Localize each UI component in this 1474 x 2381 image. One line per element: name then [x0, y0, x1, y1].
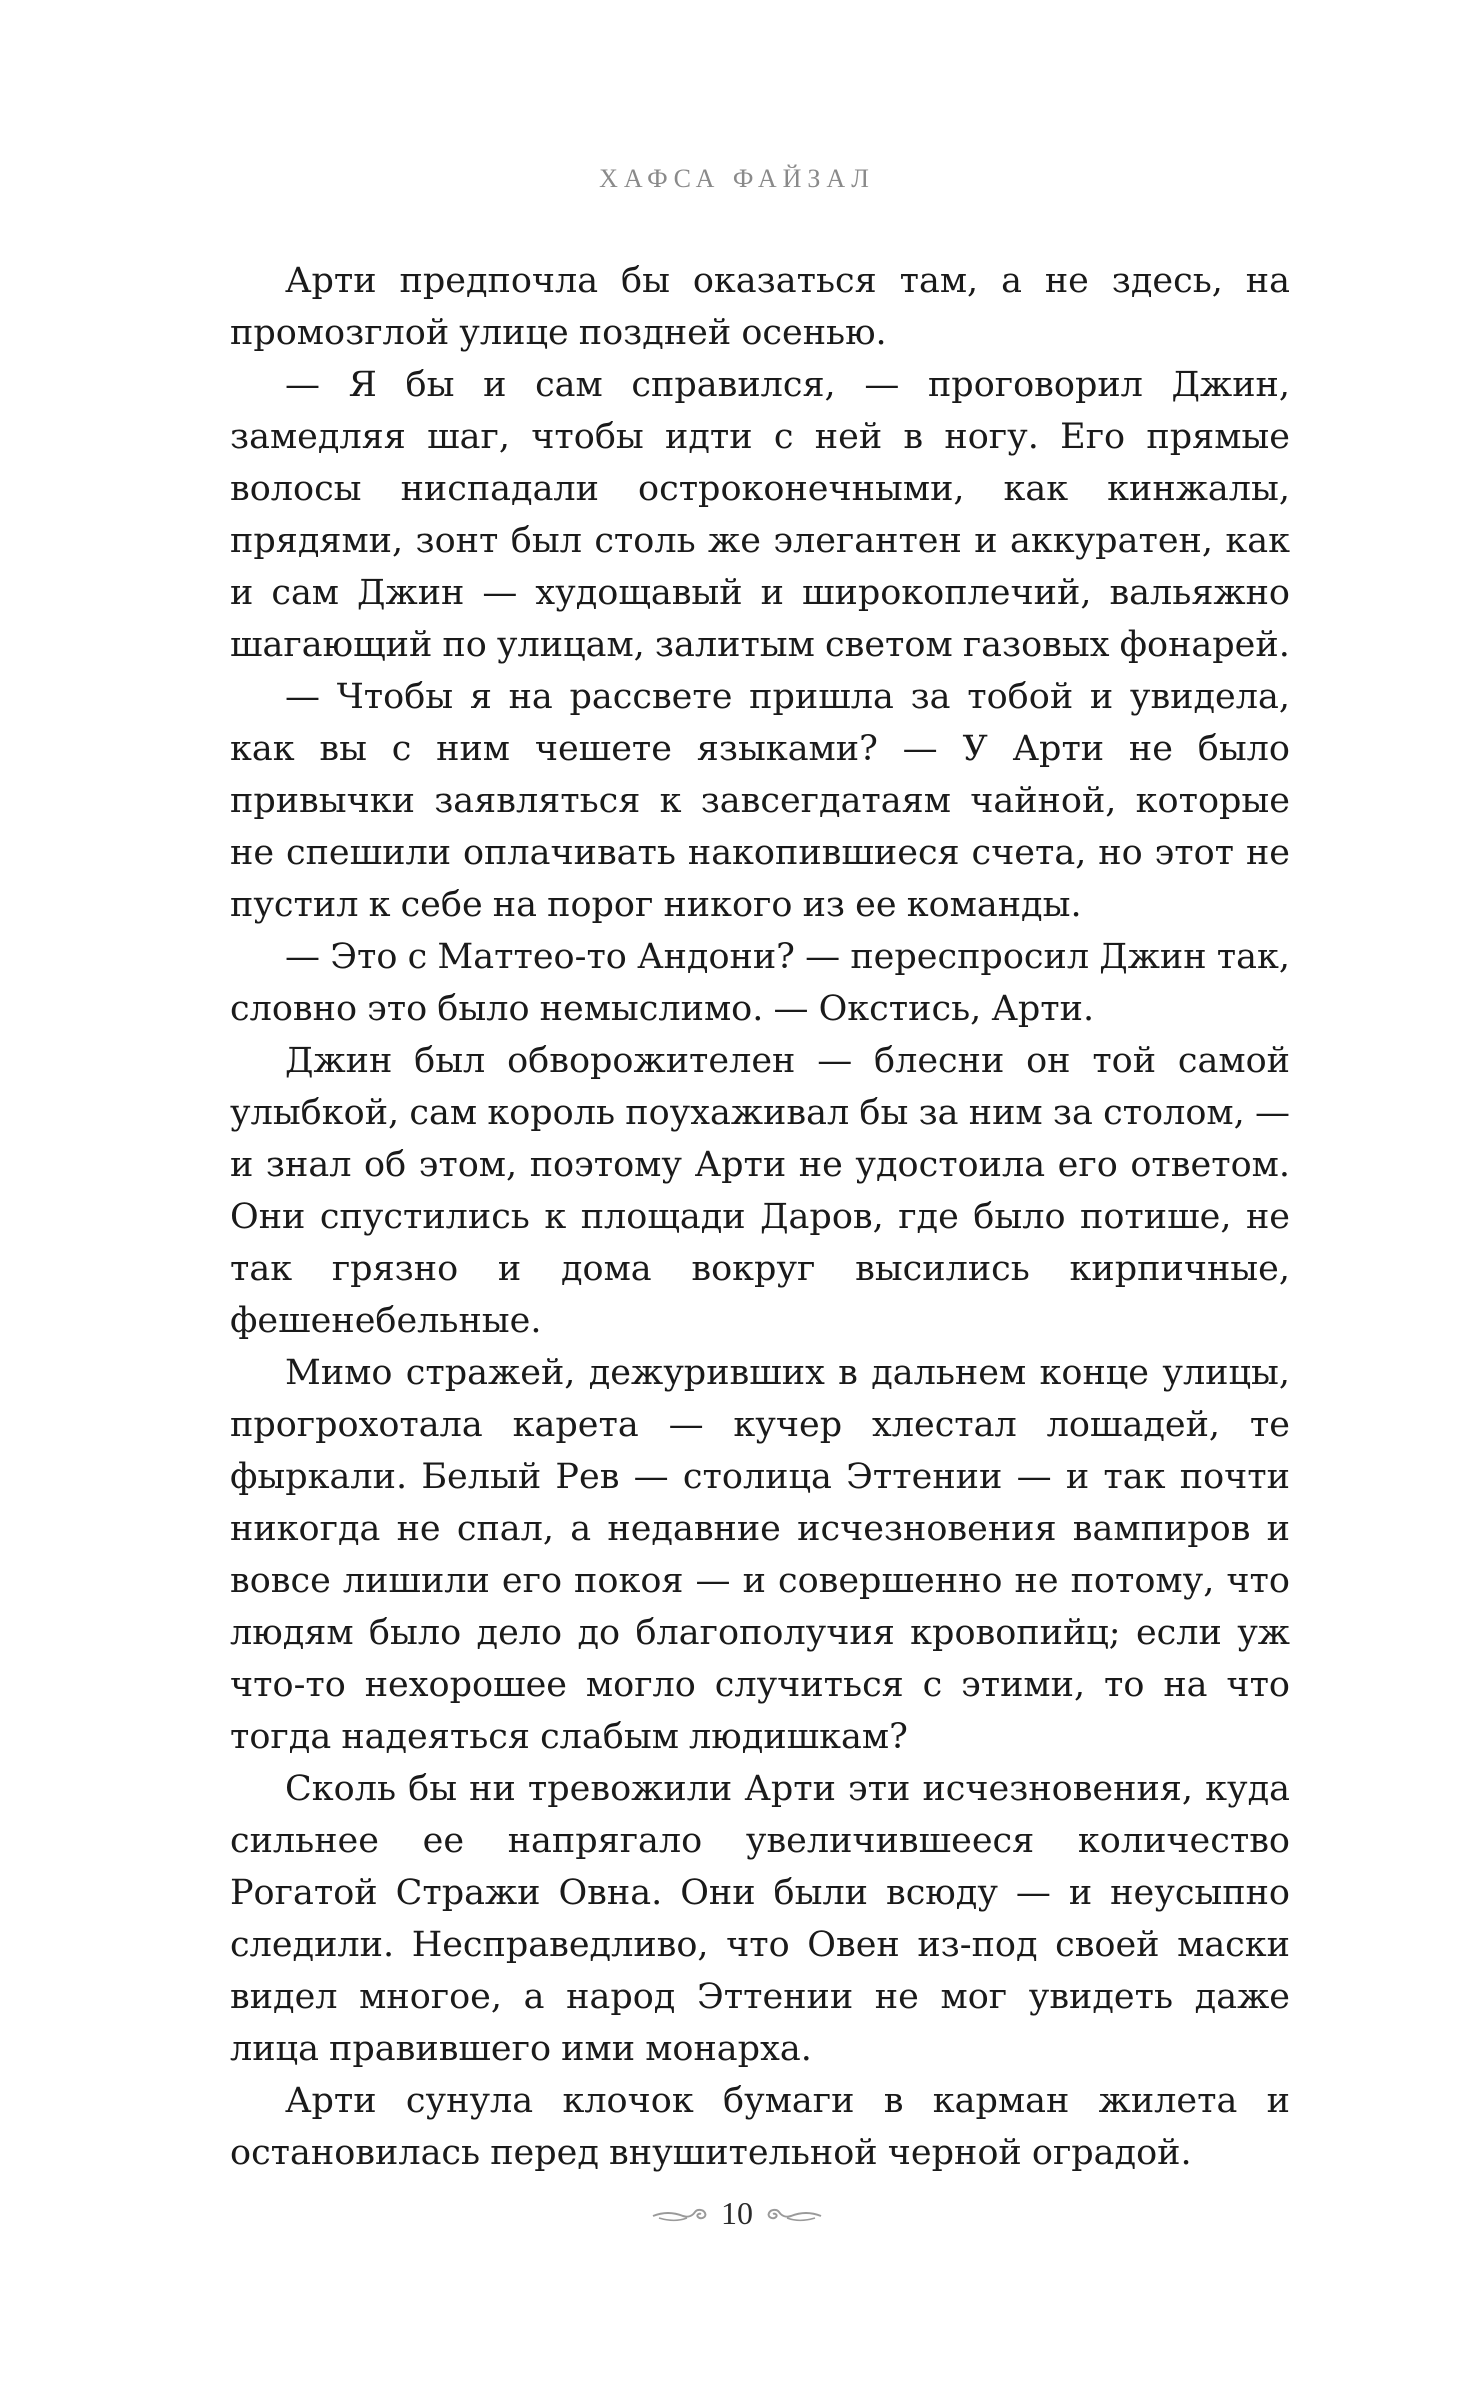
paragraph: Арти сунула клочок бумаги в карман жилета и остановилась перед внушительной черной оградой.: [230, 2081, 1290, 2173]
left-ornament-icon: [651, 2203, 711, 2225]
paragraph: Арти предпочла бы оказаться там, а не здесь, на промозглой улице поздней осенью.: [230, 261, 1290, 353]
paragraph: — Чтобы я на рассвете пришла за тобой и увидела, как вы с ним чешете языками? — У Арти не было привычки заявляться к завсегдатаям чайной, которые не спешили оплачивать накопившиеся счета, но этот не пустил к себе на порог никого из ее команды.: [230, 677, 1290, 925]
page-number: 10: [721, 2195, 753, 2231]
paragraph: — Я бы и сам справился, — проговорил Джин, замедляя шаг, чтобы идти с ней в ногу. Его прямые волосы ниспадали остроконечными, как кинжалы, прядями, зонт был столь же элегантен и аккуратен, как и сам Джин — худощавый и широкоплечий, вальяжно шагающий по улицам, залитым светом газовых фонарей.: [230, 365, 1290, 665]
right-ornament-icon: [763, 2203, 823, 2225]
body-text: [230, 255, 1290, 2179]
paragraph: Джин был обворожителен — блесни он той самой улыбкой, сам король поухаживал бы за ним за столом, — и знал об этом, поэтому Арти не удостоила его ответом. Они спустились к площади Даров, где было потише, не так грязно и дома вокруг высились кирпичные, фешенебельные.: [230, 1041, 1290, 1341]
paragraph: — Это с Маттео-то Андони? — переспросил Джин так, словно это было немыслимо. — Окстись, Арти.: [230, 937, 1290, 1029]
paragraph: Сколь бы ни тревожили Арти эти исчезновения, куда сильнее ее напрягало увеличившееся количество Рогатой Стражи Овна. Они были всюду — и неусыпно следили. Несправедливо, что Овен из-под своей маски видел многое, а народ Эттении не мог увидеть даже лица правившего ими монарха.: [230, 1769, 1290, 2069]
page-folio: [0, 2195, 1474, 2232]
paragraph: Мимо стражей, дежуривших в дальнем конце улицы, прогрохотала карета — кучер хлестал лошадей, те фыркали. Белый Рев — столица Эттении — и так почти никогда не спал, а недавние исчезновения вампиров и вовсе лишили его покоя — и совершенно не потому, что людям было дело до благополучия кровопийц; если уж что-то нехорошее могло случиться с этими, то на что тогда надеяться слабым людишкам?: [230, 1353, 1290, 1757]
running-header: ХАФСА ФАЙЗАЛ: [599, 164, 875, 193]
